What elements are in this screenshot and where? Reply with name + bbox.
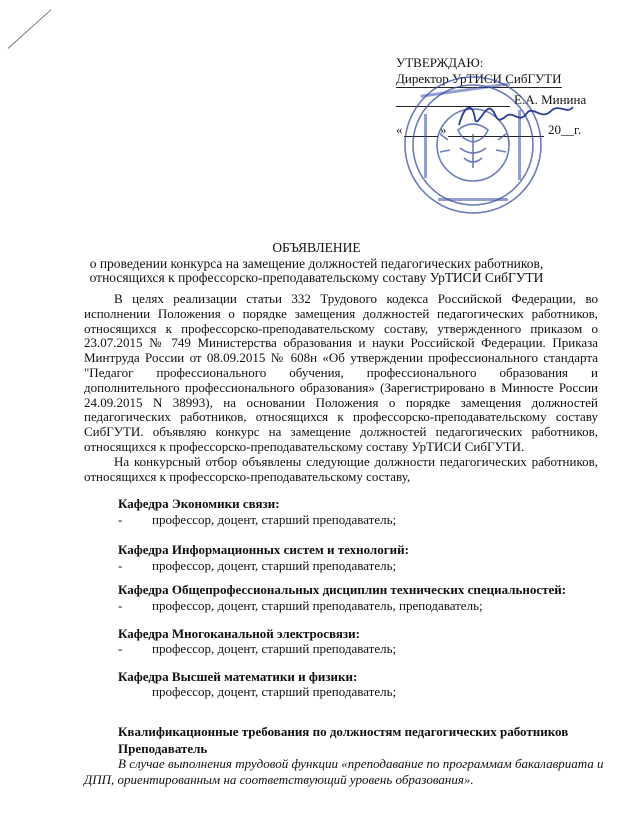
requirements-subheading: Преподаватель <box>118 741 208 756</box>
positions-text: профессор, доцент, старший преподаватель; <box>152 684 397 699</box>
department-name: Кафедра Многоканальной электросвязи: <box>118 626 360 641</box>
document-title: ОБЪЯВЛЕНИЕ <box>272 240 361 255</box>
handwritten-signature <box>455 95 575 135</box>
requirements-text <box>84 756 604 788</box>
date-year: 20__г. <box>548 122 582 137</box>
department-name: Кафедра Общепрофессиональных дисциплин технических специальностей: <box>118 582 567 597</box>
director-position: Директор УрТИСИ СибГУТИ <box>396 71 562 86</box>
approve-label: УТВЕРЖДАЮ: <box>396 55 484 70</box>
official-seal <box>398 70 548 220</box>
list-dash: - <box>118 558 123 573</box>
positions-text: профессор, доцент, старший преподаватель; <box>152 512 397 527</box>
date-quote-open: « <box>396 122 403 137</box>
department-name: Кафедра Высшей математики и физики: <box>118 669 358 684</box>
list-dash: - <box>118 641 123 656</box>
requirements-text-content: В случае выполнения трудовой функции «преподавание по программам бакалавриата и ДПП, ориентированным на соответствующий уровень образования». <box>84 756 604 787</box>
requirements-heading: Квалификационные требования по должностям педагогических работников <box>118 724 569 739</box>
department-name: Кафедра Информационных систем и технологий: <box>118 542 409 557</box>
list-dash: - <box>118 512 123 527</box>
signer-name: Е.А. Минина <box>514 92 587 107</box>
corner-mark <box>8 9 52 49</box>
list-dash: - <box>118 598 123 613</box>
paragraph-legal-basis: В целях реализации статьи 332 Трудового кодекса Российской Федерации, во исполнении Положения о порядке замещения должностей педагогических работников, относящихся к профессорско-преподавательскому составу, утвержденного приказом о 23.07.2015 № 749 Министерства образования и науки Российской Федерации. Приказа Минтруда России от 08.09.2015 № 608н «Об утверждении профессионального стандарта "Педагог профессионального обучения, профессионального образования и дополнительного профессионального образования» (Зарегистрировано в Минюсте России 24.09.2015 N 38993), на основании Положения о порядке замещения должностей педагогических работников, относящихся к профессорско-преподавательскому составу СибГУТИ. объявляю конкурс на замещение должностей педагогических работников, относящихся к профессорско-преподавательскому составу УрТИСИ СибГУТИ. <box>84 291 598 454</box>
date-quote-close: » <box>440 122 447 137</box>
announcement-body <box>84 292 598 484</box>
positions-text: профессор, доцент, старший преподаватель; <box>152 558 397 573</box>
department-name: Кафедра Экономики связи: <box>118 496 280 511</box>
document-subtitle-line1: о проведении конкурса на замещение должностей педагогических работников, <box>89 256 544 271</box>
paragraph-positions-intro: На конкурсный отбор объявлены следующие должности педагогических работников, относящихся к профессорско-преподавательскому составу, <box>84 453 598 484</box>
document-subtitle-line2: относящихся к профессорско-преподавательскому составу УрТИСИ СибГУТИ <box>89 270 544 285</box>
positions-text: профессор, доцент, старший преподаватель; <box>152 641 397 656</box>
positions-text: профессор, доцент, старший преподаватель, преподаватель; <box>152 598 483 613</box>
